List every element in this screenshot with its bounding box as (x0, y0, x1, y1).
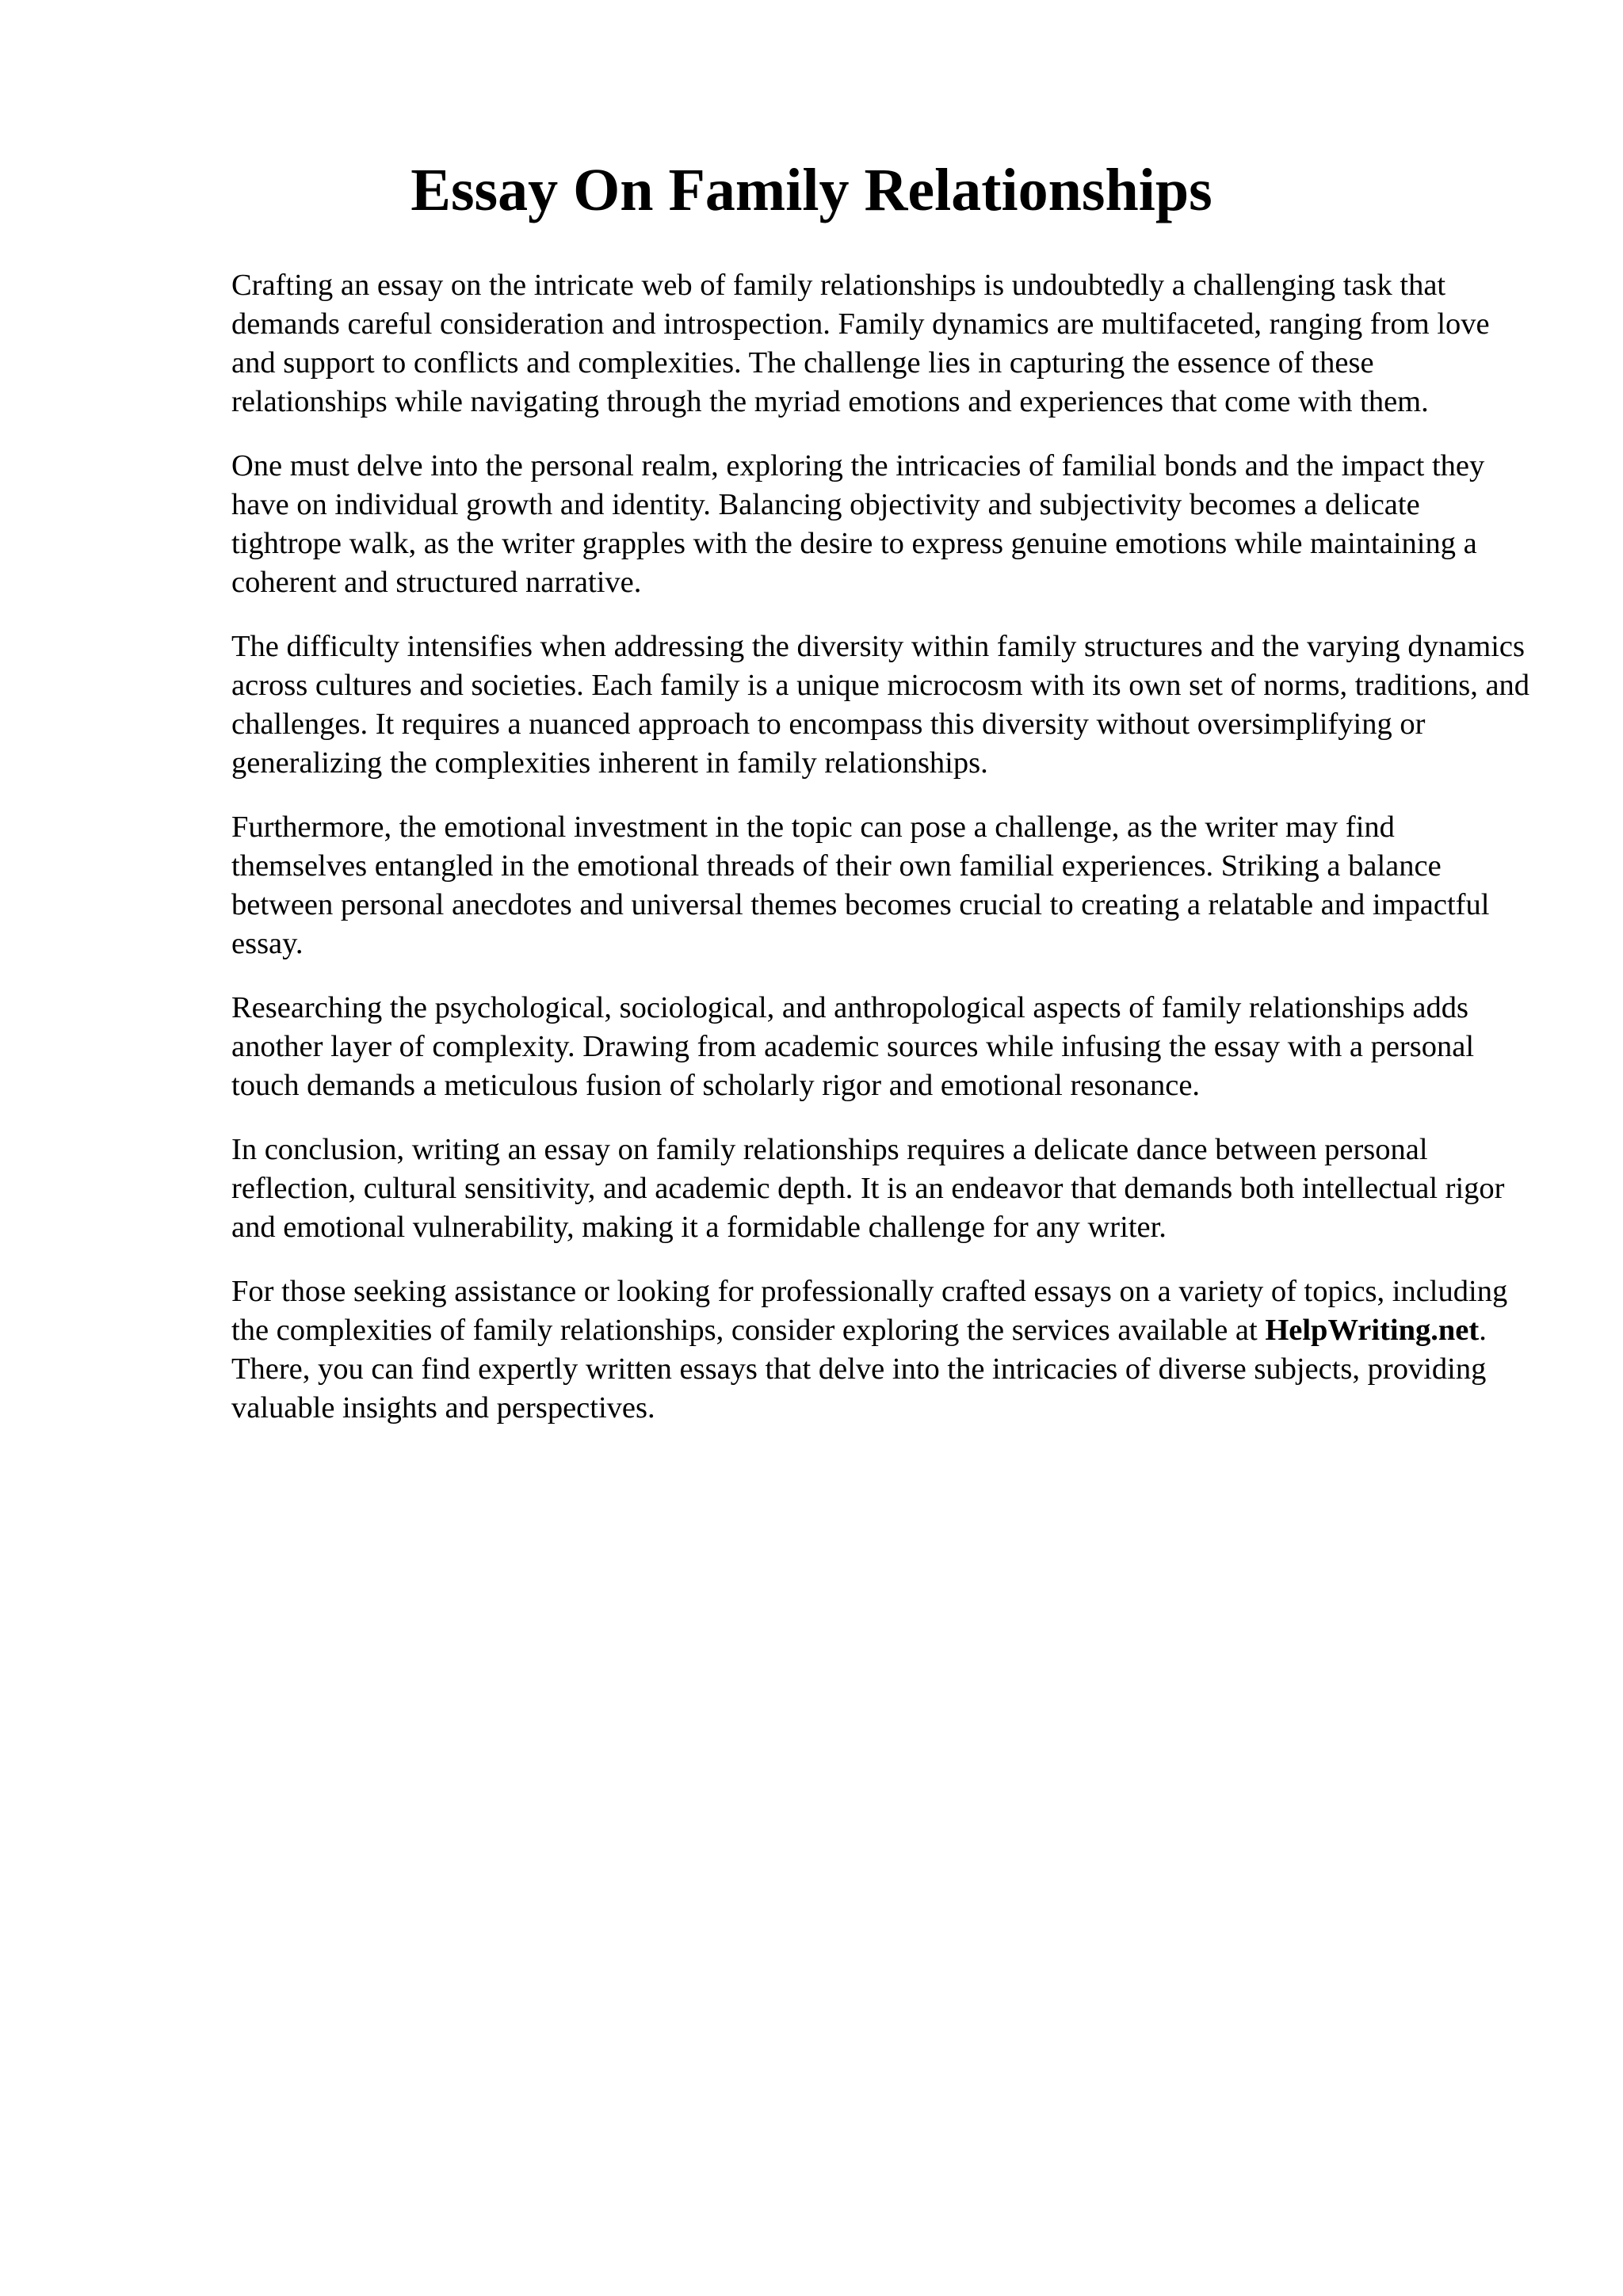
paragraph-2: One must delve into the personal realm, exploring the intricacies of familial bonds and the impact they have on individual growth and identity. Balancing objectivity and subjectivity becomes a delicate tightrope walk, as the writer grapples with the desire to express genuine emotions while maintaining a coherent and structured narrative. (231, 449, 1485, 599)
document-body (231, 266, 1531, 1453)
paragraph-7 (231, 1272, 1531, 1428)
paragraph-3: The difficulty intensifies when addressing the diversity within family structures and the varying dynamics across cultures and societies. Each family is a unique microcosm with its own set of norms, traditions, and challenges. It requires a nuanced approach to encompass this diversity without oversimplifying or generalizing the complexities inherent in family relationships. (231, 630, 1530, 780)
paragraph-4: Furthermore, the emotional investment in the topic can pose a challenge, as the writer may find themselves entangled in the emotional threads of their own familial experiences. Striking a balance between personal anecdotes and universal themes becomes crucial to creating a relatable and impactful essay. (231, 810, 1490, 960)
paragraph-6: In conclusion, writing an essay on family relationships requires a delicate dance between personal reflection, cultural sensitivity, and academic depth. It is an endeavor that demands both intellectual rigor and emotional vulnerability, making it a formidable challenge for any writer. (231, 1133, 1505, 1244)
paragraph-7-lead: For those seeking assistance or looking for professionally crafted essays on a variety of topics, including the complexities of family relationships, consider exploring the services available at (231, 1275, 1508, 1347)
paragraph-1: Crafting an essay on the intricate web of family relationships is undoubtedly a challenging task that demands careful consideration and introspection. Family dynamics are multifaceted, ranging from love and support to conflicts and complexities. The challenge lies in capturing the essence of these relationships while navigating through the myriad emotions and experiences that come with them. (231, 269, 1490, 418)
paragraph-5: Researching the psychological, sociological, and anthropological aspects of family relationships adds another layer of complexity. Drawing from academic sources while infusing the essay with a personal touch demands a meticulous fusion of scholarly rigor and emotional resonance. (231, 991, 1475, 1102)
paragraph-7-tail: . There, you can find expertly written essays that delve into the intricacies of diverse subjects, providing valuable insights and perspectives. (231, 1314, 1487, 1425)
helpwriting-link[interactable]: HelpWriting.net (1265, 1314, 1480, 1347)
document-title: Essay On Family Relationships (411, 157, 1212, 223)
